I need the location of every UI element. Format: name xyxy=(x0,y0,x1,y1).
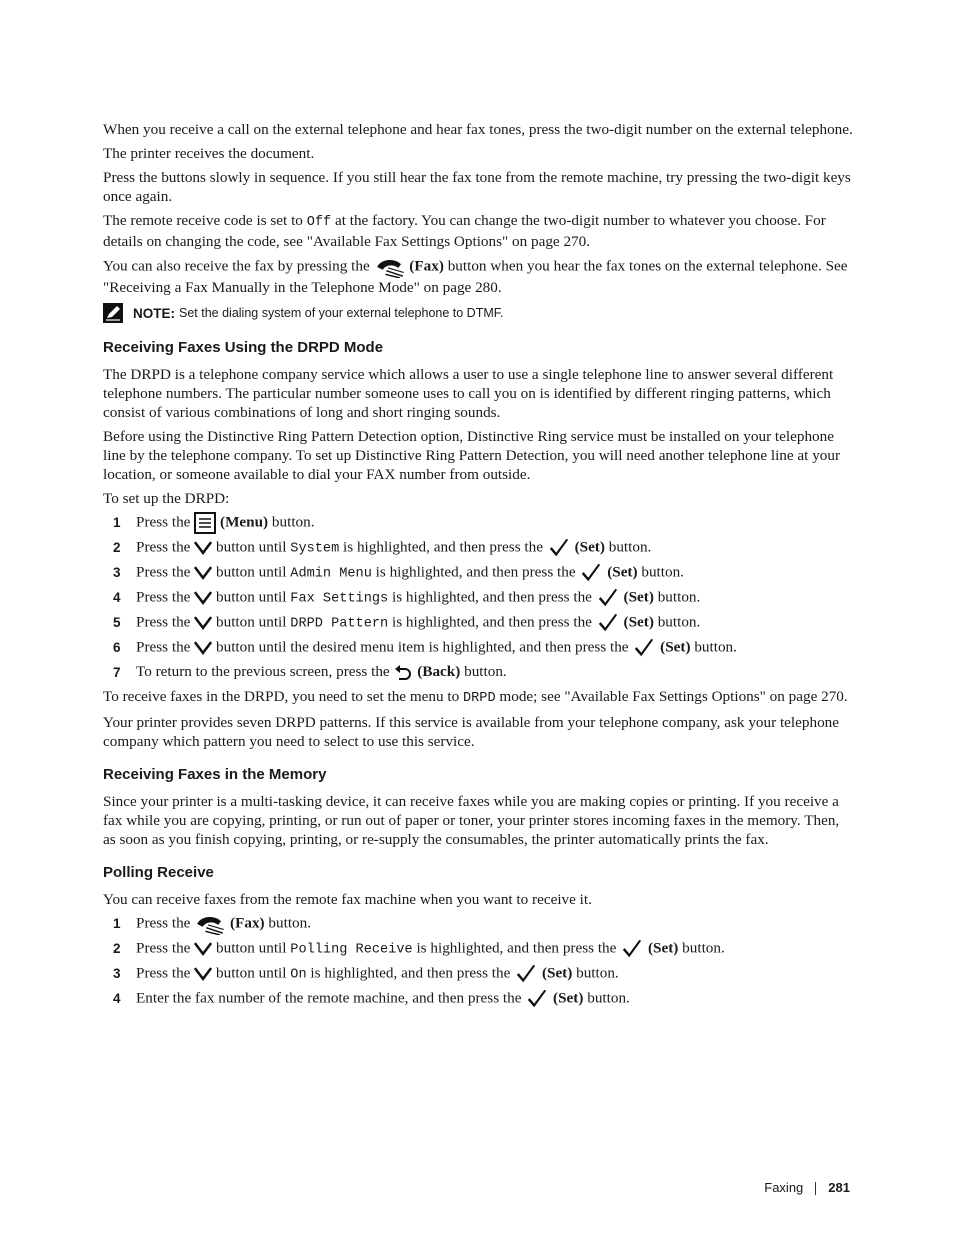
fax-button-ref: (Fax) xyxy=(230,913,265,931)
text: button when you hear the fax tones on the external telephone. See "Receiving a Fax Manually in the Telephone Mode" on page 280. xyxy=(103,257,848,296)
text: is highlighted, and then press the xyxy=(306,963,515,981)
code-text: Fax Settings xyxy=(290,590,389,606)
down-arrow-icon xyxy=(194,540,212,555)
check-icon xyxy=(632,637,656,659)
text: The remote receive code is set to xyxy=(103,212,307,229)
text: Press the xyxy=(136,562,195,580)
list-item xyxy=(103,660,853,685)
text: is highlighted, and then press the xyxy=(412,938,621,956)
memory-paragraph-1: Since your printer is a multi-tasking device, it can receive faxes while you are making copies or printing. If you receive a fax while you are copying, printing, or run out of paper or toner, your printer stores incoming faxes in the memory. Then, as soon as you finish copying, printing, or re-supply the consumables, the printer automatically prints the fax. xyxy=(103,793,840,848)
set-button-ref: (Set) xyxy=(647,938,679,956)
back-icon xyxy=(393,663,413,683)
text: button until xyxy=(212,562,291,580)
text: button until xyxy=(212,587,291,605)
text: at the factory. You can change the two-digit number to whatever you choose. For details on changing the code, see "Available Fax Settings Options" on page 270. xyxy=(103,212,826,250)
list-item xyxy=(103,585,853,610)
step-text xyxy=(136,662,507,683)
list-item xyxy=(103,961,853,986)
text: button. xyxy=(460,663,507,681)
text: button until xyxy=(212,963,291,981)
intro-paragraph-2: The printer receives the document. xyxy=(103,145,315,162)
text: Enter the fax number of the remote machine, and then press the xyxy=(136,988,526,1006)
set-button-ref: (Set) xyxy=(574,537,605,555)
check-icon xyxy=(514,963,538,985)
page-footer xyxy=(0,1180,850,1195)
heading-memory: Receiving Faxes in the Memory xyxy=(103,766,327,783)
intro-paragraph-3: Press the buttons slowly in sequence. If you still hear the fax tone from the remote machine, try pressing the two-digit keys once again. xyxy=(103,169,851,205)
set-button-ref: (Set) xyxy=(623,587,654,605)
set-button-ref: (Set) xyxy=(553,988,584,1006)
list-item xyxy=(103,610,853,635)
step-text xyxy=(136,587,700,609)
intro-paragraph-1: When you receive a call on the external telephone and hear fax tones, press the two-digit number on the external telephone. xyxy=(103,121,853,138)
step-text xyxy=(136,988,630,1010)
text: button. xyxy=(637,562,684,580)
text: Press the xyxy=(136,537,195,555)
menu-button-ref: (Menu) xyxy=(220,512,269,530)
intro-paragraph-5 xyxy=(103,256,853,297)
set-button-ref: (Set) xyxy=(607,562,638,580)
step-text xyxy=(136,562,684,584)
down-arrow-icon xyxy=(194,590,212,605)
step-text xyxy=(136,637,737,659)
polling-steps xyxy=(103,911,853,1011)
down-arrow-icon xyxy=(194,615,212,630)
step-number: 2 xyxy=(113,540,121,555)
list-item xyxy=(103,535,853,560)
text: Press the xyxy=(136,612,195,630)
check-icon xyxy=(620,938,644,960)
drpd-paragraph-4 xyxy=(103,687,853,708)
list-item xyxy=(103,635,853,660)
step-number: 3 xyxy=(113,565,121,580)
drpd-steps xyxy=(103,510,853,685)
text: is highlighted, and then press the xyxy=(388,612,596,630)
down-arrow-icon xyxy=(194,565,212,580)
code-text: DRPD Pattern xyxy=(290,615,389,631)
drpd-paragraph-3: To set up the DRPD: xyxy=(103,490,230,507)
step-text xyxy=(136,512,315,534)
down-arrow-icon xyxy=(194,941,212,956)
code-text: Polling Receive xyxy=(290,941,413,957)
text: To receive faxes in the DRPD, you need to set the menu to xyxy=(103,688,463,705)
text: button. xyxy=(690,637,737,655)
set-button-ref: (Set) xyxy=(660,637,691,655)
text: button. xyxy=(604,537,652,555)
back-button-ref: (Back) xyxy=(417,663,461,681)
text: Press the xyxy=(136,938,195,956)
page-body xyxy=(103,120,853,1011)
text: You can also receive the fax by pressing the xyxy=(103,257,374,275)
text: Press the xyxy=(136,963,195,981)
step-text xyxy=(136,913,311,935)
step-number: 1 xyxy=(113,515,121,530)
text: button. xyxy=(264,913,312,931)
text: button. xyxy=(572,963,619,981)
text: button. xyxy=(583,988,630,1006)
text: Press the xyxy=(136,587,195,605)
text: button until xyxy=(212,612,291,630)
page-number: 281 xyxy=(828,1180,850,1195)
code-text: On xyxy=(290,966,307,982)
step-text xyxy=(136,963,619,985)
step-number: 4 xyxy=(113,991,121,1006)
text: button. xyxy=(653,587,701,605)
down-arrow-icon xyxy=(194,640,212,655)
list-item xyxy=(103,560,853,585)
step-number: 2 xyxy=(113,941,121,956)
text: button. xyxy=(678,938,725,956)
fax-button-ref: (Fax) xyxy=(409,257,444,275)
list-item xyxy=(103,936,853,961)
step-number: 7 xyxy=(113,665,121,680)
heading-drpd: Receiving Faxes Using the DRPD Mode xyxy=(103,339,384,356)
text: button. xyxy=(653,612,701,630)
footer-section: Faxing xyxy=(764,1180,804,1195)
list-item xyxy=(103,510,853,535)
fax-icon xyxy=(194,913,226,935)
check-icon xyxy=(547,537,571,559)
step-number: 5 xyxy=(113,615,121,630)
set-button-ref: (Set) xyxy=(541,963,573,981)
check-icon xyxy=(525,988,549,1010)
step-number: 3 xyxy=(113,966,121,981)
list-item xyxy=(103,986,853,1011)
set-button-ref: (Set) xyxy=(623,612,654,630)
text: Press the xyxy=(136,512,195,530)
code-text: DRPD xyxy=(462,691,496,706)
menu-icon xyxy=(194,512,216,534)
drpd-paragraph-5: Your printer provides seven DRPD patterns. If this service is available from your telephone company, ask your telephone company which pattern you need to select to use this service. xyxy=(103,714,839,750)
heading-polling: Polling Receive xyxy=(103,864,214,881)
code-text: Off xyxy=(306,215,332,230)
note-text: Set the dialing system of your external telephone to DTMF. xyxy=(179,305,504,320)
drpd-paragraph-1: The DRPD is a telephone company service which allows a user to use a single telephone line to answer several different telephone numbers. The particular number someone uses to call you on is identified by different ringing patterns, which consist of various combinations of long and short ringing sounds. xyxy=(103,366,834,421)
code-text: Admin Menu xyxy=(290,565,372,581)
check-icon xyxy=(579,562,603,584)
polling-paragraph-1: You can receive faxes from the remote fax machine when you want to receive it. xyxy=(103,891,592,908)
step-number: 4 xyxy=(113,590,121,605)
intro-paragraph-4 xyxy=(103,211,853,251)
text: Press the xyxy=(136,913,195,931)
text: mode; see "Available Fax Settings Options" on page 270. xyxy=(495,688,848,705)
text: button until xyxy=(212,938,291,956)
step-number: 1 xyxy=(113,916,121,931)
note-pencil-icon xyxy=(103,303,123,323)
down-arrow-icon xyxy=(194,966,212,981)
step-text xyxy=(136,537,651,559)
footer-divider xyxy=(815,1182,816,1195)
text: Press the xyxy=(136,637,195,655)
list-item xyxy=(103,911,853,936)
step-text xyxy=(136,938,725,960)
text: is highlighted, and then press the xyxy=(339,537,547,555)
drpd-paragraph-2: Before using the Distinctive Ring Pattern Detection option, Distinctive Ring service must be installed on your telephone line by the telephone company. To set up Distinctive Ring Pattern Detection, you will need another telephone line at your location, or someone available to dial your FAX number from outside. xyxy=(103,428,841,483)
fax-icon xyxy=(374,256,406,278)
text: button. xyxy=(268,512,315,530)
text: To return to the previous screen, press the xyxy=(136,663,394,681)
step-number: 6 xyxy=(113,640,121,655)
code-text: System xyxy=(290,540,340,556)
check-icon xyxy=(596,587,620,609)
check-icon xyxy=(596,612,620,634)
step-text xyxy=(136,612,700,634)
note-label: NOTE: xyxy=(133,305,175,321)
text: is highlighted, and then press the xyxy=(371,562,580,580)
text: button until the desired menu item is highlighted, and then press the xyxy=(212,637,633,655)
text: button until xyxy=(212,537,291,555)
text: is highlighted, and then press the xyxy=(388,587,596,605)
note xyxy=(103,302,853,324)
